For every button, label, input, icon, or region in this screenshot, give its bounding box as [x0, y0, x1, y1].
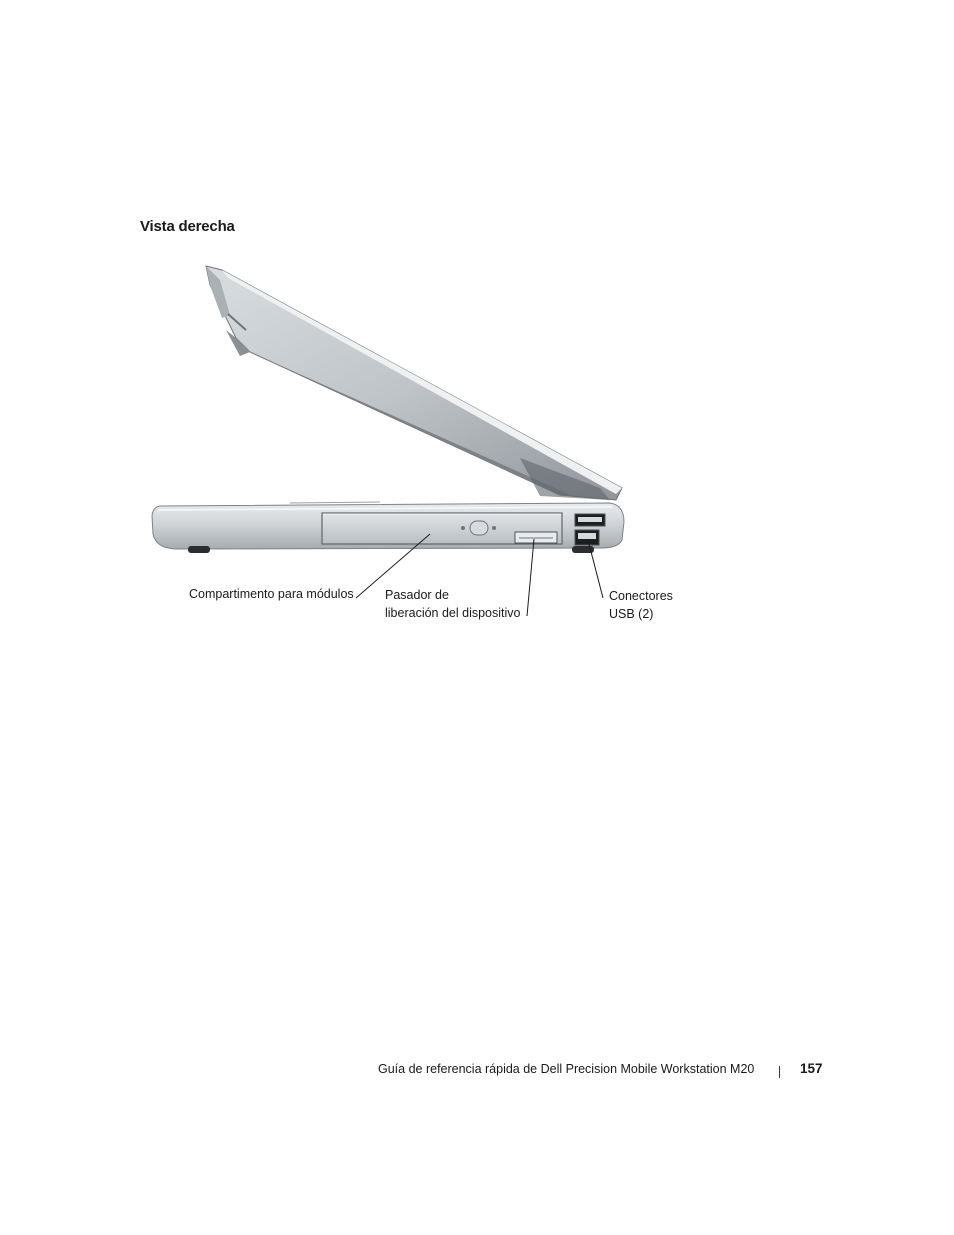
- callout-usb-line2: USB (2): [609, 607, 654, 621]
- callout-module-bay: [189, 585, 354, 603]
- callout-release-latch: [385, 586, 521, 622]
- callout-usb: [609, 587, 673, 623]
- callout-usb-line1: Conectores: [609, 589, 673, 603]
- callout-release-latch-line1: Pasador de: [385, 588, 449, 602]
- footer-separator: [779, 1066, 780, 1078]
- footer-title: Guía de referencia rápida de Dell Precision Mobile Workstation M20: [378, 1062, 755, 1076]
- section-heading: Vista derecha: [140, 218, 235, 235]
- foot-left: [188, 546, 210, 553]
- callout-release-latch-line2: liberación del dispositivo: [385, 606, 521, 620]
- leader-release-latch: [527, 539, 534, 616]
- laptop-lid: [206, 266, 622, 500]
- page-number: 157: [800, 1061, 823, 1076]
- leader-usb: [588, 540, 603, 598]
- callout-module-bay-text: Compartimento para módulos: [189, 587, 354, 601]
- module-bay: [322, 513, 562, 544]
